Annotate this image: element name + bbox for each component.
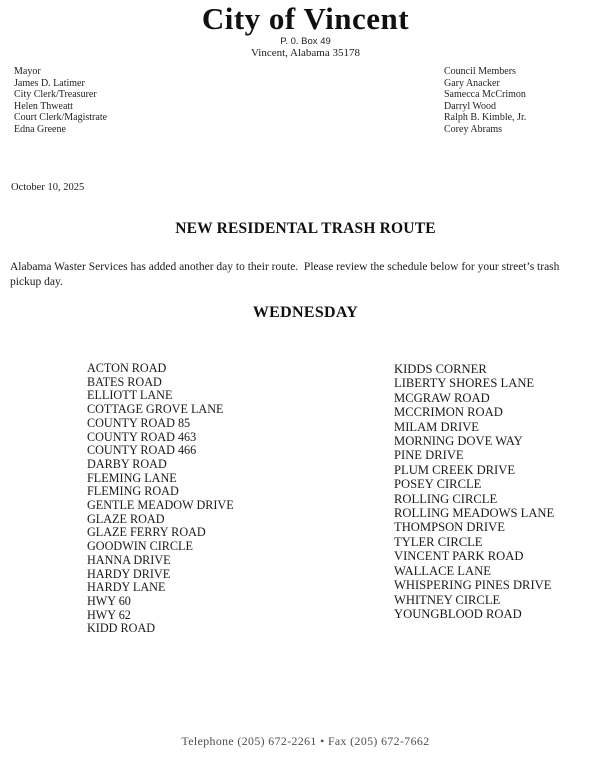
street-item: BATES ROAD bbox=[87, 374, 162, 389]
notice-body-text: Alabama Waster Services has added another day to their route. Please review the schedule below for your street’s trash pickup day. bbox=[10, 261, 560, 288]
street-item: MCGRAW ROAD bbox=[394, 390, 490, 405]
street-item: KIDD ROAD bbox=[87, 621, 156, 636]
street-item: ELLIOTT LANE bbox=[87, 388, 173, 403]
street-item: ACTON ROAD bbox=[87, 361, 167, 375]
street-item: PLUM CREEK DRIVE bbox=[394, 462, 516, 477]
street-item: HWY 60 bbox=[87, 593, 131, 608]
street-item: COUNTY ROAD 466 bbox=[87, 443, 197, 458]
street-item: POSEY CIRCLE bbox=[394, 477, 482, 492]
street-item: MILAM DRIVE bbox=[394, 419, 480, 434]
official-entry: Edna Greene bbox=[14, 123, 66, 135]
street-item: TYLER CIRCLE bbox=[394, 534, 483, 549]
street-item: THOMPSON DRIVE bbox=[394, 520, 505, 535]
street-item: HARDY LANE bbox=[87, 580, 166, 595]
official-entry: Court Clerk/Magistrate bbox=[14, 112, 108, 124]
street-item: COUNTY ROAD 85 bbox=[87, 415, 191, 430]
street-item: WHISPERING PINES DRIVE bbox=[394, 578, 552, 593]
street-item: HARDY DRIVE bbox=[87, 566, 171, 581]
street-item: ROLLING CIRCLE bbox=[394, 491, 498, 506]
official-entry: James D. Latimer bbox=[14, 77, 85, 89]
letter-date: October 10, 2025 bbox=[11, 182, 85, 193]
street-item: FLEMING ROAD bbox=[87, 484, 179, 499]
council-member-entry: Council Members bbox=[444, 66, 516, 77]
street-item: LIBERTY SHORES LANE bbox=[394, 376, 535, 391]
street-item: WHITNEY CIRCLE bbox=[394, 592, 501, 607]
street-item: MCCRIMON ROAD bbox=[394, 405, 503, 420]
council-member-entry: Samecca McCrimon bbox=[444, 89, 526, 101]
official-entry: Mayor bbox=[14, 66, 41, 77]
street-item: GENTLE MEADOW DRIVE bbox=[87, 498, 234, 513]
street-item: KIDDS CORNER bbox=[394, 362, 487, 376]
council-member-entry: Darryl Wood bbox=[444, 100, 497, 112]
street-item: WALLACE LANE bbox=[394, 563, 491, 578]
street-list-left bbox=[87, 362, 234, 636]
street-list-right bbox=[394, 362, 554, 621]
notice-headline: NEW RESIDENTAL TRASH ROUTE bbox=[175, 220, 436, 237]
po-box-line: P. 0. Box 49 bbox=[280, 36, 331, 47]
council-member-entry: Ralph B. Kimble, Jr. bbox=[444, 112, 527, 124]
city-officials-list bbox=[14, 66, 107, 136]
official-entry: City Clerk/Treasurer bbox=[14, 89, 97, 101]
street-item: PINE DRIVE bbox=[394, 448, 464, 463]
page-title: City of Vincent bbox=[201, 1, 410, 36]
street-item: MORNING DOVE WAY bbox=[394, 434, 523, 449]
street-item: COTTAGE GROVE LANE bbox=[87, 402, 224, 417]
day-heading: WEDNESDAY bbox=[252, 304, 359, 321]
street-item: YOUNGBLOOD ROAD bbox=[394, 606, 522, 621]
council-members-list bbox=[444, 66, 526, 136]
street-item: DARBY ROAD bbox=[87, 456, 167, 471]
street-item: GOODWIN CIRCLE bbox=[87, 539, 193, 554]
council-member-entry: Corey Abrams bbox=[444, 123, 503, 135]
street-item: HWY 62 bbox=[87, 607, 131, 622]
street-item: GLAZE ROAD bbox=[87, 511, 165, 526]
street-item: ROLLING MEADOWS LANE bbox=[394, 506, 555, 521]
street-item: GLAZE FERRY ROAD bbox=[87, 525, 206, 540]
street-item: HANNA DRIVE bbox=[87, 552, 171, 567]
footer-contact: Telephone (205) 672-2261 • Fax (205) 672-7662 bbox=[181, 734, 430, 748]
street-item: VINCENT PARK ROAD bbox=[394, 549, 524, 564]
street-item: FLEMING LANE bbox=[87, 470, 177, 485]
city-state-line: Vincent, Alabama 35178 bbox=[250, 47, 360, 59]
official-entry: Helen Thweatt bbox=[14, 100, 73, 112]
street-item: COUNTY ROAD 463 bbox=[87, 429, 197, 444]
council-member-entry: Gary Anacker bbox=[444, 77, 500, 89]
